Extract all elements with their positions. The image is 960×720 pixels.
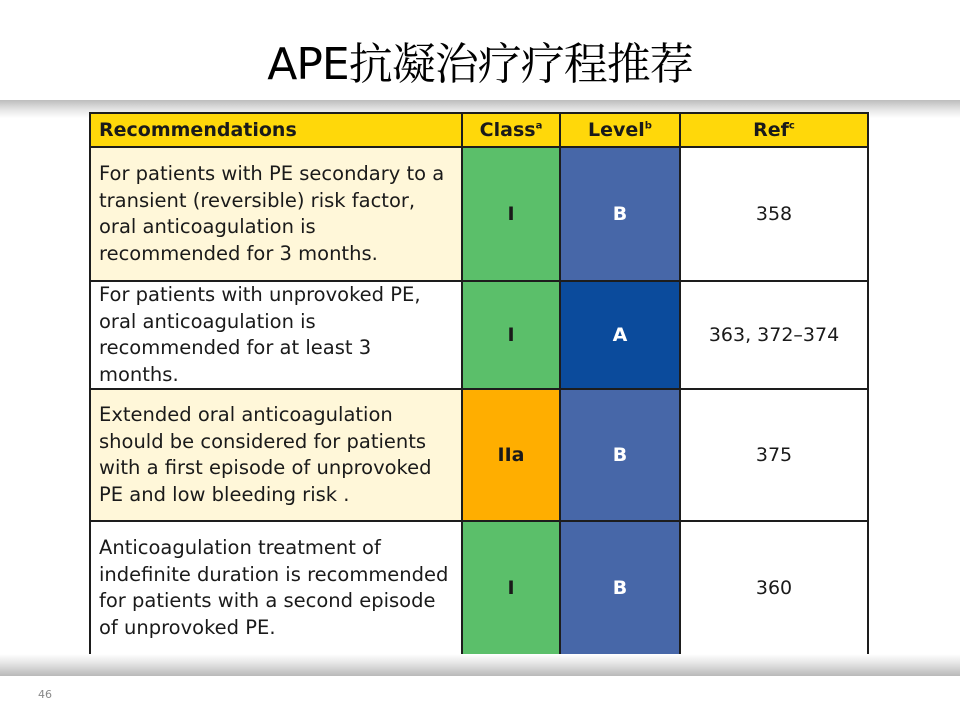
ref-cell: 375 xyxy=(680,389,868,521)
recommendations-table xyxy=(89,112,869,656)
header-ref: Ref$^c$ xyxy=(680,113,868,147)
table-row xyxy=(90,521,868,655)
level-cell: B xyxy=(560,147,680,281)
ref-cell: 358 xyxy=(680,147,868,281)
recommendation-text: For patients with unprovoked PE, oral anticoagulation is recommended for at least 3 months. xyxy=(90,281,462,389)
class-cell: I xyxy=(462,521,560,655)
recommendation-text: Extended oral anticoagulation should be considered for patients with a first episode of unprovoked PE and low bleeding risk . xyxy=(90,389,462,521)
header-class: Class$^a$ xyxy=(462,113,560,147)
table-row xyxy=(90,389,868,521)
table-row xyxy=(90,147,868,281)
page-number: 46 xyxy=(38,688,52,701)
recommendation-text: For patients with PE secondary to a transient (reversible) risk factor, oral anticoagulation is recommended for 3 months. xyxy=(90,147,462,281)
class-cell: I xyxy=(462,147,560,281)
ref-cell: 363, 372–374 xyxy=(680,281,868,389)
recommendation-text: Anticoagulation treatment of indefinite duration is recommended for patients with a second episode of unprovoked PE. xyxy=(90,521,462,655)
ref-cell: 360 xyxy=(680,521,868,655)
header-level: Level$^b$ xyxy=(560,113,680,147)
bottom-divider-band xyxy=(0,654,960,676)
recommendations-table-image xyxy=(89,112,870,656)
level-cell: B xyxy=(560,521,680,655)
table-header-row xyxy=(90,113,868,147)
class-cell: IIa xyxy=(462,389,560,521)
slide-title: APE抗凝治疗疗程推荐 xyxy=(267,39,693,90)
level-cell: A xyxy=(560,281,680,389)
header-recommendations: Recommendations xyxy=(90,113,462,147)
class-cell: I xyxy=(462,281,560,389)
table-row xyxy=(90,281,868,389)
level-cell: B xyxy=(560,389,680,521)
